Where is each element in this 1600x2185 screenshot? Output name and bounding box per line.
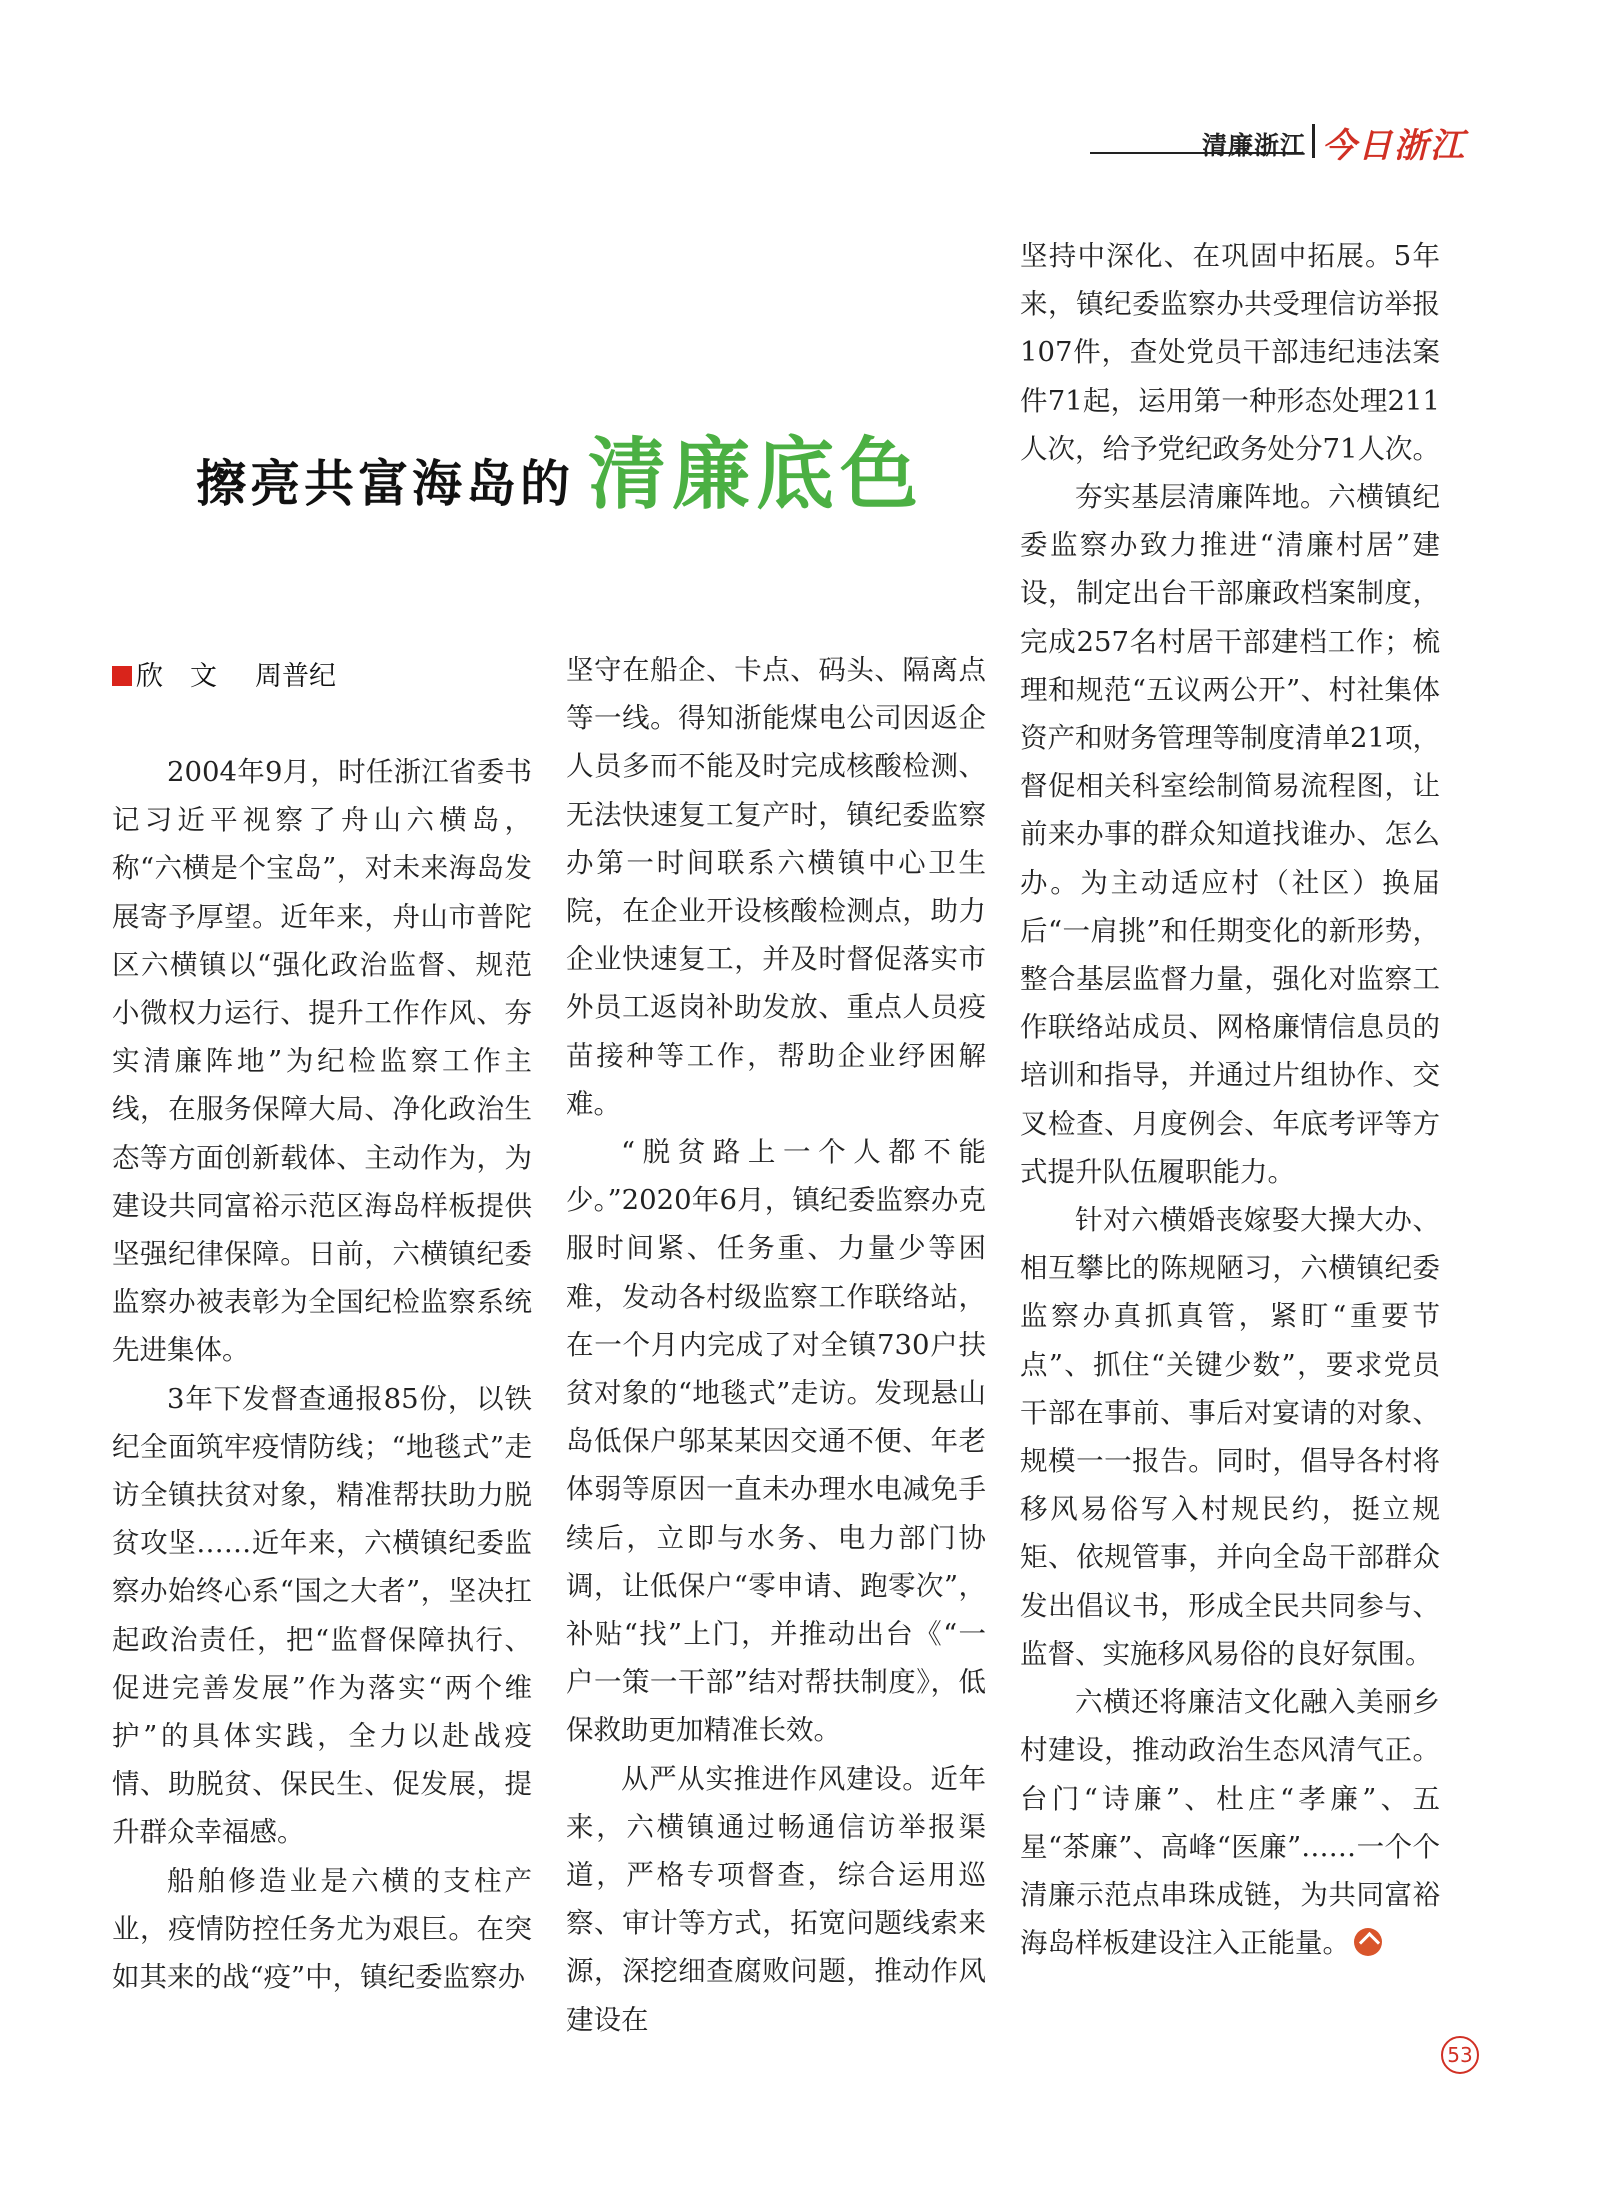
paragraph: 针对六横婚丧嫁娶大操大办、相互攀比的陈规陋习，六横镇纪委监察办真抓真管，紧盯“重要节点”、抓住“关键少数”，要求党员干部在事前、事后对宴请的对象、规模一一报告。同时，倡导各村将移风易俗写入村规民约，挺立规矩、依规管事，并向全岛干部群众发出倡议书，形成全民共同参与、监督、实施移风易俗的良好氛围。	[1020, 1204, 1440, 1670]
author-1: 欣 文	[136, 661, 217, 692]
paragraph: 3年下发督查通报85份，以铁纪全面筑牢疫情防线；“地毯式”走访全镇扶贫对象，精准帮扶助力脱贫攻坚……近年来，六横镇纪委监察办始终心系“国之大者”，坚决扛起政治责任，把“监督保障执行、促进完善发展”作为落实“两个维护”的具体实践，全力以赴战疫情、助脱贫、保民生、促发展，提升群众幸福感。	[112, 1382, 532, 1849]
title-accent: 清廉底色	[588, 430, 925, 520]
paragraph: 六横还将廉洁文化融入美丽乡村建设，推动政治生态风清气正。台门“诗廉”、杜庄“孝廉”、五星“茶廉”、高峰“医廉”……一个个清廉示范点串珠成链，为共同富裕海岛样板建设注入正能量。	[1020, 1686, 1440, 1960]
page-number: 53	[1441, 2036, 1479, 2074]
paragraph: 2004年9月，时任浙江省委书记习近平视察了舟山六横岛，称“六横是个宝岛”，对未来海岛发展寄予厚望。近年来，舟山市普陀区六横镇以“强化政治监督、规范小微权力运行、提升工作作风、夯实清廉阵地”为纪检监察工作主线，在服务保障大局、净化政治生态等方面创新载体、主动作为，为建设共同富裕示范区海岛样板提供坚强纪律保障。日前，六横镇纪委监察办被表彰为全国纪检监察系统先进集体。	[112, 756, 532, 1367]
paragraph: “脱贫路上一个人都不能少。”2020年6月，镇纪委监察办克服时间紧、任务重、力量少等困难，发动各村级监察工作联络站，在一个月内完成了对全镇730户扶贫对象的“地毯式”走访。发现悬山岛低保户邬某某因交通不便、年老体弱等原因一直未办理水电减免手续后，立即与水务、电力部门协调，让低保户“零申请、跑零次”，补贴“找”上门，并推动出台《“一户一策一干部”结对帮扶制度》，低保救助更加精准长效。	[566, 1136, 986, 1747]
author-2: 周普纪	[255, 661, 336, 692]
byline	[112, 654, 336, 693]
title-main: 擦亮共富海岛的	[196, 454, 574, 513]
magazine-logo: 今日浙江	[1322, 126, 1466, 166]
paragraph: 夯实基层清廉阵地。六横镇纪委监察办致力推进“清廉村居”建设，制定出台干部廉政档案制度，完成257名村居干部建档工作；梳理和规范“五议两公开”、村社集体资产和财务管理等制度清单21项，督促相关科室绘制简易流程图，让前来办事的群众知道找谁办、怎么办。为主动适应村（社区）换届后“一肩挑”和任期变化的新形势，整合基层监督力量，强化对监察工作联络站成员、网格廉情信息员的培训和指导，并通过片组协作、交叉检查、月度例会、年底考评等方式提升队伍履职能力。	[1020, 481, 1440, 1188]
paragraph: 从严从实推进作风建设。近年来，六横镇通过畅通信访举报渠道，严格专项督查，综合运用巡察、审计等方式，拓宽问题线索来源，深挖细查腐败问题，推动作风建设在	[566, 1762, 986, 2036]
paragraph: 船舶修造业是六横的支柱产业，疫情防控任务尤为艰巨。在突如其来的战“疫”中，镇纪委监察办	[112, 1864, 532, 1994]
byline-marker-icon	[112, 666, 132, 686]
article-column-2	[566, 646, 986, 2044]
end-mark-icon	[1354, 1928, 1382, 1956]
paragraph: 坚持中深化、在巩固中拓展。5年来，镇纪委监察办共受理信访举报107件，查处党员干部违纪违法案件71起，运用第一种形态处理211人次，给予党纪政务处分71人次。	[1020, 240, 1440, 465]
article-column-3	[1020, 232, 1440, 1967]
article-column-1	[112, 748, 532, 2001]
header-divider	[1312, 124, 1315, 158]
section-label: 清廉浙江	[1202, 131, 1307, 160]
paragraph: 坚守在船企、卡点、码头、隔离点等一线。得知浙能煤电公司因返企人员多而不能及时完成核酸检测、无法快速复工复产时，镇纪委监察办第一时间联系六横镇中心卫生院，在企业开设核酸检测点，助力企业快速复工，并及时督促落实市外员工返岗补助发放、重点人员疫苗接种等工作，帮助企业纾困解难。	[566, 654, 986, 1120]
article-title	[196, 412, 924, 524]
